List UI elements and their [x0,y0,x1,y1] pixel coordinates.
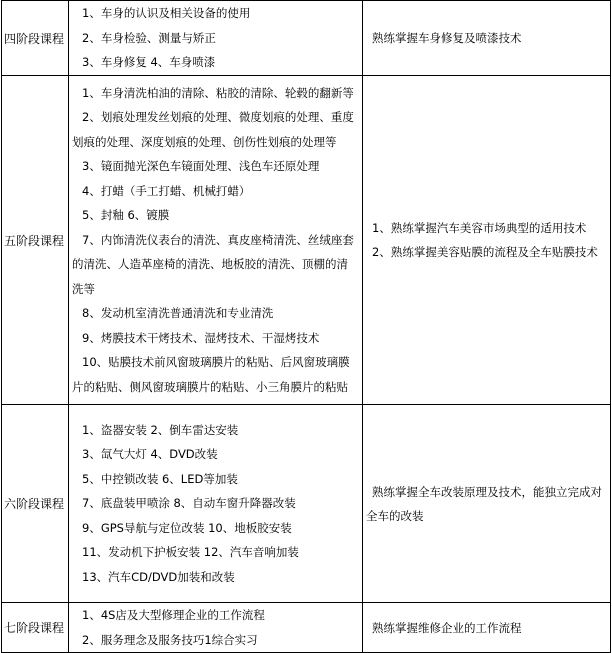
content-line: 7、内饰清洗仪表台的清洗、真皮座椅清洗、丝绒座套 [82,232,354,247]
content-cell [69,1,363,76]
goal-cell [363,603,611,653]
goal-line: 1、熟练掌握汽车美容市场典型的适用技术 [372,221,587,235]
content-line: 1、4S店及大型修理企业的工作流程 [82,608,265,622]
curriculum-table-body [2,1,611,653]
content-line: 8、发动机室清洗普通清洗和专业清洗 [82,306,274,321]
goal-line: 熟练掌握车身修复及喷漆技术 [372,31,522,45]
content-line: 片的粘贴、侧风窗玻璃膜片的粘贴、小三角膜片的粘贴 [72,379,348,394]
content-cell [69,405,363,603]
content-line: 1、车身的认识及相关设备的使用 [82,6,251,21]
content-line: 5、中控锁改装 6、LED等加装 [82,471,238,486]
content-line: 5、封釉 6、镀膜 [82,208,170,223]
content-line: 3、氙气大灯 4、DVD改装 [82,447,218,462]
goal-line: 全车的改装 [366,508,424,523]
content-cell [69,76,363,405]
course-row [2,405,611,603]
content-line: 1、车身清洗柏油的清除、粘胶的清除、轮毂的翻新等 [82,85,354,100]
content-line: 13、汽车CD/DVD加装和改装 [82,569,235,584]
goal-cell [363,76,611,405]
content-line: 3、车身修复 4、车身喷漆 [82,55,216,70]
goal-line: 熟练掌握全车改装原理及技术，能独立完成对 [372,484,602,499]
goal-line: 熟练掌握维修企业的工作流程 [372,620,522,635]
stage-cell: 七阶段课程 [2,603,69,653]
content-line: 2、服务理念及服务技巧1综合实习 [82,632,258,647]
content-line: 1、盗器安装 2、倒车雷达安装 [82,422,239,437]
content-line: 洗等 [72,281,95,296]
course-row [2,76,611,405]
content-line: 3、镜面抛光深色车镜面处理、浅色车还原处理 [82,159,320,174]
goal-cell [363,1,611,76]
content-line: 划痕的处理、深度划痕的处理、创伤性划痕的处理等 [72,134,337,149]
content-line: 的清洗、人造革座椅的清洗、地板胶的清洗、顶棚的清 [72,257,348,272]
curriculum-table [1,0,611,653]
goal-cell [363,405,611,603]
content-line: 10、贴膜技术前风窗玻璃膜片的粘贴、后风窗玻璃膜 [82,355,350,370]
content-line: 11、发动机下护板安装 12、汽车音响加装 [82,545,299,560]
content-line: 9、烤膜技术干烤技术、湿烤技术、干湿烤技术 [82,330,320,345]
content-cell [69,603,363,653]
stage-cell: 五阶段课程 [2,76,69,405]
goal-line: 2、熟练掌握美容贴膜的流程及全车贴膜技术 [372,245,598,259]
stage-cell: 四阶段课程 [2,1,69,76]
course-row [2,603,611,653]
content-line: 9、GPS导航与定位改装 10、地板胶安装 [82,520,292,535]
content-line: 7、底盘装甲喷涂 8、自动车窗升降器改装 [82,496,296,511]
content-line: 4、打蜡（手工打蜡、机械打蜡） [82,183,251,198]
course-row [2,1,611,76]
stage-cell: 六阶段课程 [2,405,69,603]
content-line: 2、划痕处理发丝划痕的处理、微度划痕的处理、重度 [82,110,354,125]
content-line: 2、车身检验、测量与矫正 [82,30,216,45]
